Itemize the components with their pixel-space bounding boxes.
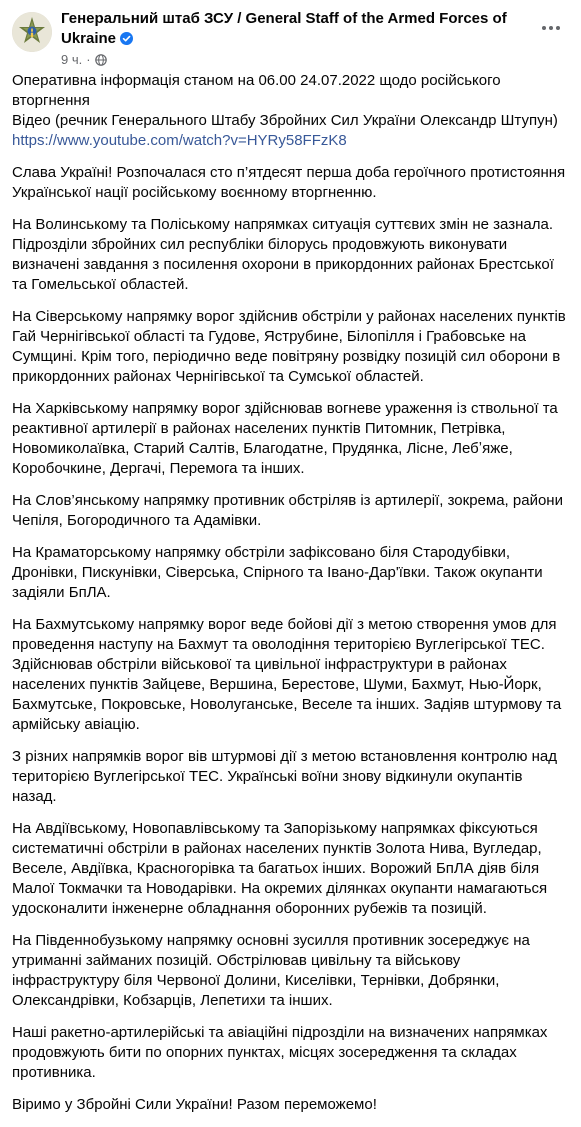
page-name-text[interactable]: Генеральний штаб ЗСУ / General Staff of the Armed Forces of Ukraine xyxy=(61,10,507,47)
more-options-icon xyxy=(542,26,546,30)
meta-separator: · xyxy=(86,52,91,67)
more-options-button[interactable] xyxy=(533,10,569,46)
post-paragraph: На Краматорському напрямку обстріли зафіксовано біля Стародубівки, Дронівки, Пискунівки, Сіверська, Спірного та Івано-Дар'ївки. Також окупанти задіяли БпЛА. xyxy=(12,544,543,601)
post-paragraph: На Харківському напрямку ворог здійснював вогневе ураження із ствольної та реактивної артилерії в районах населених пунктів Питомник, Петрівка, Новомиколаївка, Старий Салтів, Благодатне, Прудянка, Лісне, Лебʼяже, Коробочкине, Дергачі, Перемога та інших. xyxy=(12,400,558,477)
intro-line-2: Відео (речник Генерального Штабу Збройних Сил України Олександр Штупун) xyxy=(12,112,558,129)
more-options-icon-dot xyxy=(549,26,553,30)
more-options-icon-dot xyxy=(556,26,560,30)
post-paragraph: На Волинському та Поліському напрямках ситуація суттєвих змін не зазнала. Підрозділи збройних сил республіки білорусь продовжують виконувати визначені завдання з посилення охорони в прикордонних районах Брестської та Гомельської областей. xyxy=(12,216,554,293)
general-staff-emblem-icon xyxy=(12,12,52,52)
youtube-link[interactable]: https://www.youtube.com/watch?v=HYRy58FFzK8 xyxy=(12,132,347,149)
post-paragraph: Слава Україні! Розпочалася сто п’ятдесят перша доба героїчного протистояння Української нації російському воєнному вторгненню. xyxy=(12,164,566,201)
post-paragraph: На Бахмутському напрямку ворог веде бойові дії з метою створення умов для проведення наступу на Бахмут та оволодіння територією Вуглегірської ТЕС. Здійснював обстріли військової та цивільної інфраструктури в районах населених пунктів Зайцеве, Вершина, Берестове, Шуми, Бахмут, Нью-Йорк, Бахмутське, Покровське, Новолуганське, Веселе та інших. Задіяв штурмову та армійську авіацію. xyxy=(12,616,562,733)
post-header xyxy=(0,0,581,70)
post-paragraph: На Сіверському напрямку ворог здійснив обстріли у районах населених пунктів Гай Чернігівської області та Гудове, Яструбине, Білопілля і Грабовське на Сумщині. Крім того, періодично веде повітряну розвідку позицій сил оборони в прикордонних районах Чернігівської та Сумської областей. xyxy=(12,308,566,385)
verified-badge-icon xyxy=(120,32,133,45)
page-avatar[interactable] xyxy=(12,12,52,52)
post-meta xyxy=(61,52,107,68)
intro-line-1: Оперативна інформація станом на 06.00 24.07.2022 щодо російського вторгнення xyxy=(12,72,501,109)
post-paragraph: На Слов’янському напрямку противник обстріляв із артилерії, зокрема, райони Чепіля, Богородичного та Адамівки. xyxy=(12,492,563,529)
post-paragraph: На Південнобузькому напрямку основні зусилля противник зосереджує на утриманні займаних позицій. Обстрілював цивільну та військову інфраструктуру біля Червоної Долини, Киселівки, Тернівки, Добрянки, Олександрівки, Кобзарців, Лепетихи та інших. xyxy=(12,932,530,1009)
globe-icon[interactable] xyxy=(95,54,107,66)
post-intro xyxy=(12,71,569,151)
post-paragraph: З різних напрямків ворог вів штурмові дії з метою встановлення контролю над територією Вуглегірської ТЕС. Українські воїни знову відкинули окупантів назад. xyxy=(12,748,558,805)
post-text xyxy=(12,71,569,1127)
post-paragraph: Наші ракетно-артилерійські та авіаційні підрозділи на визначених напрямках продовжують бити по опорних пунктах, місцях зосередження та складах противника. xyxy=(12,1024,548,1081)
post-timestamp[interactable]: 9 ч. xyxy=(61,52,83,67)
page-name[interactable] xyxy=(61,9,511,49)
post-paragraph: Віримо у Збройні Сили України! Разом переможемо! xyxy=(12,1096,377,1113)
post-paragraph: На Авдіївському, Новопавлівському та Запорізькому напрямках фіксуються систематичні обстріли в районах населених пунктів Золота Нива, Вугледар, Веселе, Авдіївка, Красногорівка та багатьох інших. Ворожий БпЛА діяв біля Малої Токмачки та Новодарівки. На окремих ділянках окупанти намагаються удосконалити інженерне обладнання оборонних рубежів та позицій. xyxy=(12,820,548,917)
